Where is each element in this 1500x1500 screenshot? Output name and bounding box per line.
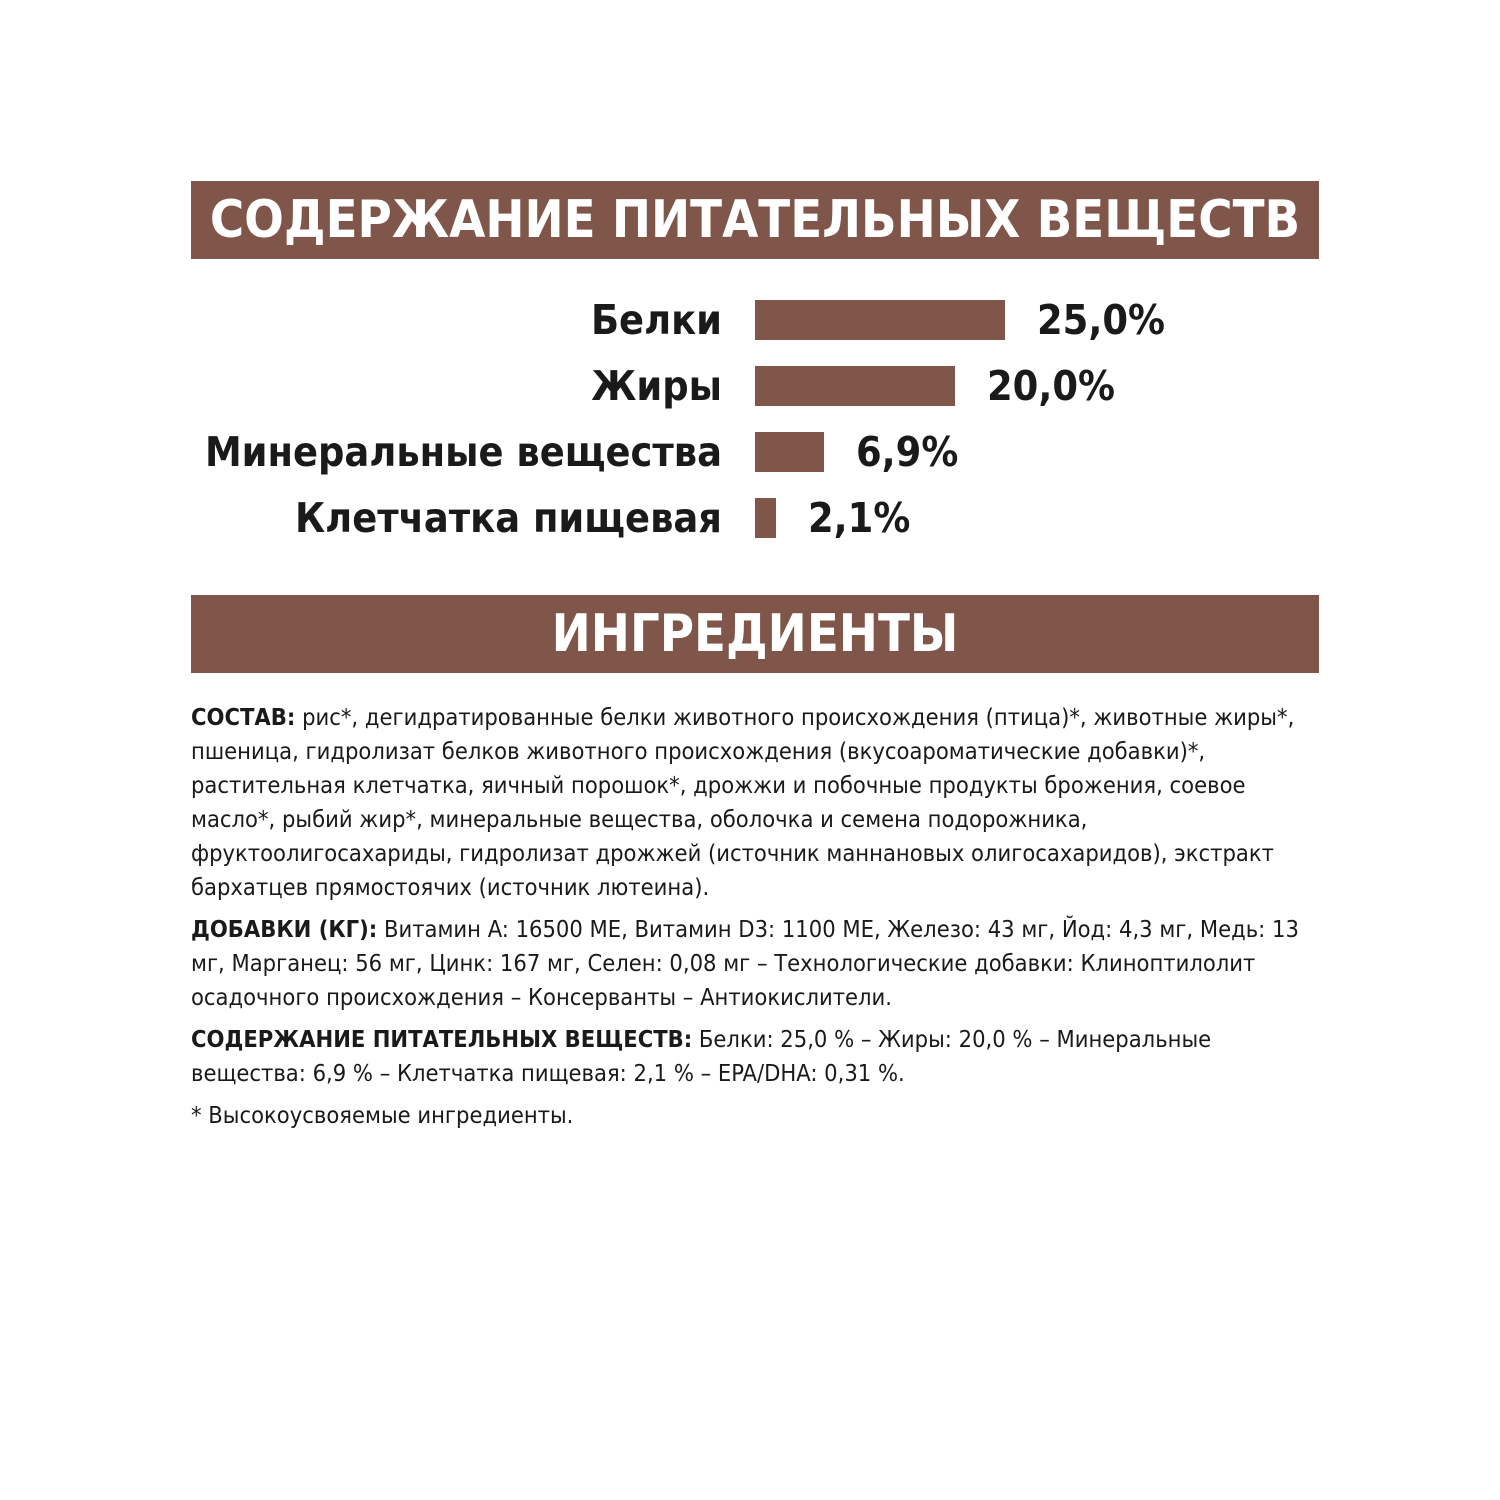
value-label: 6,9% — [856, 428, 959, 476]
category-label: Клетчатка пищевая — [295, 494, 722, 542]
nutrients-section-header — [191, 181, 1319, 259]
nutrients-paragraph — [191, 1022, 1319, 1090]
composition-label: СОСТАВ: — [191, 703, 296, 731]
value-label: 2,1% — [808, 494, 911, 542]
bar — [755, 432, 824, 472]
category-label: Минеральные вещества — [204, 428, 722, 476]
bar — [755, 366, 955, 406]
nutrients-text: Белки: 25,0 % – Жиры: 20,0 % – Минеральные вещества: 6,9 % – Клетчатка пищевая: 2,1 % – EPA/DHA: 0,31 %. — [191, 1025, 1212, 1087]
additives-paragraph — [191, 912, 1319, 1014]
ingredients-section-header — [191, 595, 1319, 673]
composition-text: рис*, дегидратированные белки животного происхождения (птица)*, животные жиры*, пшеница, гидролизат белков животного происхождения (вкусоароматические добавки)*, растительная клетчатка, яичный порошок*, дрожжи и побочные продукты брожения, соевое масло*, рыбий жир*, минеральные вещества, оболочка и семена подорожника, фруктоолигосахариды, гидролизат дрожжей (источник маннановых олигосахаридов), экстракт бархатцев прямостоячих (источник лютеина). — [191, 703, 1295, 901]
value-label: 20,0% — [987, 362, 1115, 410]
composition-paragraph — [191, 700, 1319, 904]
value-label: 25,0% — [1037, 296, 1165, 344]
additives-label: ДОБАВКИ (КГ): — [191, 915, 378, 943]
nutrients-label: СОДЕРЖАНИЕ ПИТАТЕЛЬНЫХ ВЕЩЕСТВ: — [191, 1025, 693, 1053]
ingredients-section-title: ИНГРЕДИЕНТЫ — [551, 604, 959, 664]
nutrient-bar-chart — [0, 290, 1500, 560]
category-label: Жиры — [591, 362, 722, 410]
ingredients-text-block — [191, 700, 1319, 1140]
additives-text: Витамин A: 16500 МЕ, Витамин D3: 1100 МЕ, Железо: 43 мг, Йод: 4,3 мг, Медь: 13 мг, Марганец: 56 мг, Цинк: 167 мг, Селен: 0,08 мг – Технологические добавки: Клиноптилолит осадочного происхождения – Консерванты – Антиокислители. — [191, 915, 1299, 1011]
footnote: * Высокоусвояемые ингредиенты. — [191, 1101, 574, 1129]
category-label: Белки — [590, 296, 722, 344]
bar — [755, 300, 1005, 340]
bar — [755, 498, 776, 538]
nutrients-section-title: СОДЕРЖАНИЕ ПИТАТЕЛЬНЫХ ВЕЩЕСТВ — [209, 190, 1301, 250]
